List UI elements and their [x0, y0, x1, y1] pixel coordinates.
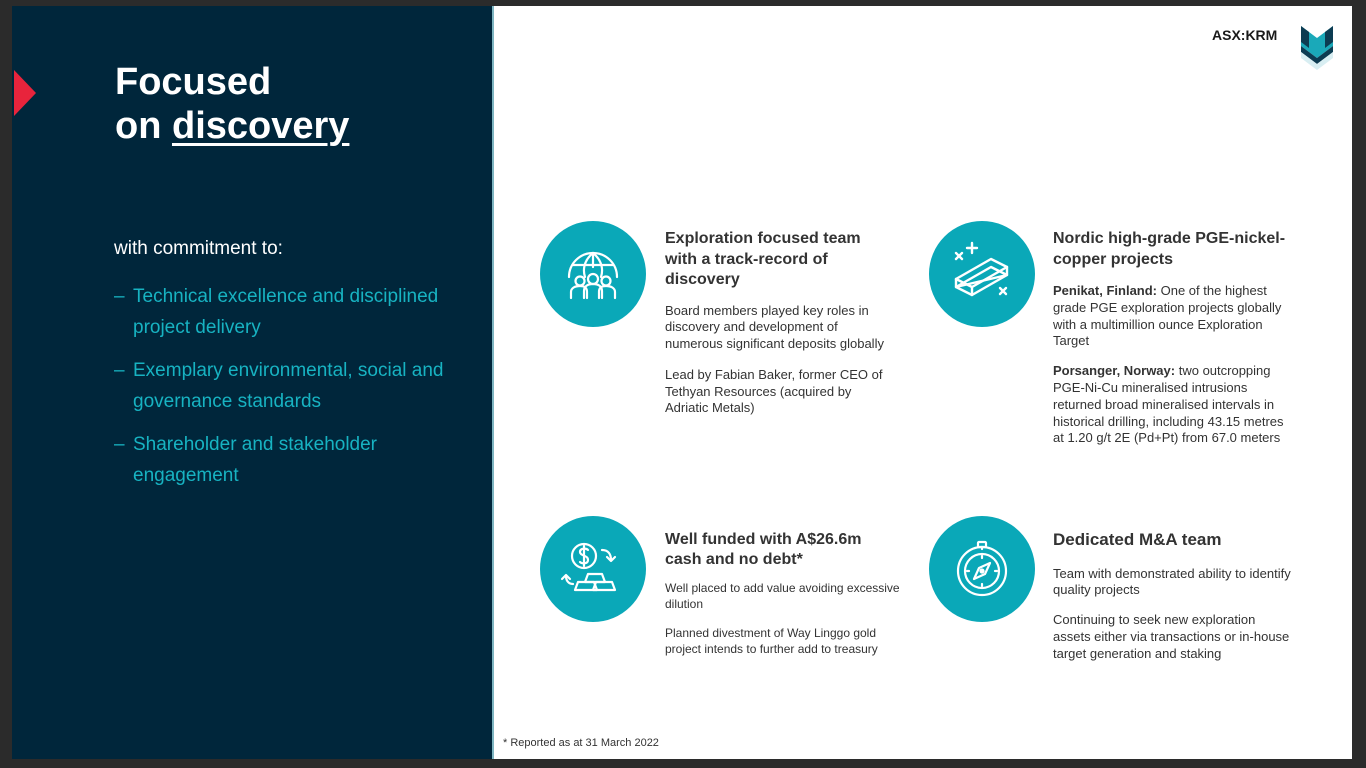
page-title [115, 60, 349, 148]
penikat-text: One of the highest grade PGE exploration projects globally with a multimillion ounce Exploration Target [1053, 283, 1282, 349]
compass-icon [929, 516, 1035, 622]
penikat-label: Penikat, Finland: [1053, 283, 1158, 298]
funding-feature [665, 530, 900, 657]
commitment-text: Technical excellence and disciplined project delivery [133, 286, 439, 338]
slide [12, 6, 1352, 759]
ma-icon-circle [929, 516, 1035, 622]
commitment-item [114, 282, 464, 343]
commitment-item [114, 356, 464, 417]
porsanger-label: Porsanger, Norway: [1053, 363, 1176, 379]
left-panel [12, 6, 492, 759]
ma-heading: Dedicated M&A team [1053, 530, 1222, 549]
bullet-dash: – [114, 360, 125, 381]
funding-description-2: Planned divestment of Way Linggo gold project intends to further add to treasury [665, 626, 878, 656]
nordic-description-2 [1053, 363, 1293, 447]
team-icon-circle [540, 221, 646, 327]
cash-gold-icon [540, 516, 646, 622]
panel-divider [492, 6, 494, 759]
commitment-text: Exemplary environmental, social and governance standards [133, 360, 444, 412]
footnote: * Reported as at 31 March 2022 [503, 737, 659, 749]
globe-team-icon [540, 221, 646, 327]
title-underlined-word: discovery [171, 105, 350, 147]
nordic-icon-circle [929, 221, 1035, 327]
commitment-intro: with commitment to: [114, 238, 283, 259]
team-feature [665, 229, 890, 417]
team-description-1: Board members played key roles in discovery and development of numerous significant deposits globally [665, 302, 884, 352]
ticker-symbol: ASX:KRM [1212, 27, 1278, 43]
metal-ingot-icon [929, 221, 1035, 327]
funding-icon-circle [540, 516, 646, 622]
bullet-dash: – [114, 286, 125, 307]
team-heading: Exploration focused team with a track-record of discovery [665, 230, 861, 288]
ma-description-1: Team with demonstrated ability to identify quality projects [1053, 565, 1291, 598]
porsanger-text: two outcropping PGE-Ni-Cu mineralised intrusions returned broad mineralised intervals in historical drilling, including 43.15 metres at 1.20 g/t 2E (Pd+Pt) from 67.0 meters [1053, 363, 1284, 446]
nordic-description-1 [1053, 283, 1293, 350]
bullet-dash: – [114, 434, 125, 455]
funding-heading: Well funded with A$26.6m cash and no debt* [665, 531, 862, 568]
red-triangle-marker [14, 70, 36, 116]
commitment-item [114, 430, 464, 491]
team-description-2: Lead by Fabian Baker, former CEO of Tethyan Resources (acquired by Adriatic Metals) [665, 366, 883, 416]
ma-description-2: Continuing to seek new exploration assets either via transactions or in-house target generation and staking [1053, 612, 1290, 661]
company-logo-icon [1300, 24, 1334, 70]
commitment-text: Shareholder and stakeholder engagement [133, 434, 378, 486]
nordic-heading: Nordic high-grade PGE-nickel-copper projects [1053, 230, 1286, 268]
ma-feature [1053, 530, 1293, 662]
nordic-feature [1053, 229, 1293, 447]
title-line-1: Focused [115, 61, 272, 103]
commitment-list [114, 282, 464, 504]
title-line-2-prefix: on [115, 105, 172, 147]
funding-description-1: Well placed to add value avoiding excessive dilution [665, 581, 900, 611]
